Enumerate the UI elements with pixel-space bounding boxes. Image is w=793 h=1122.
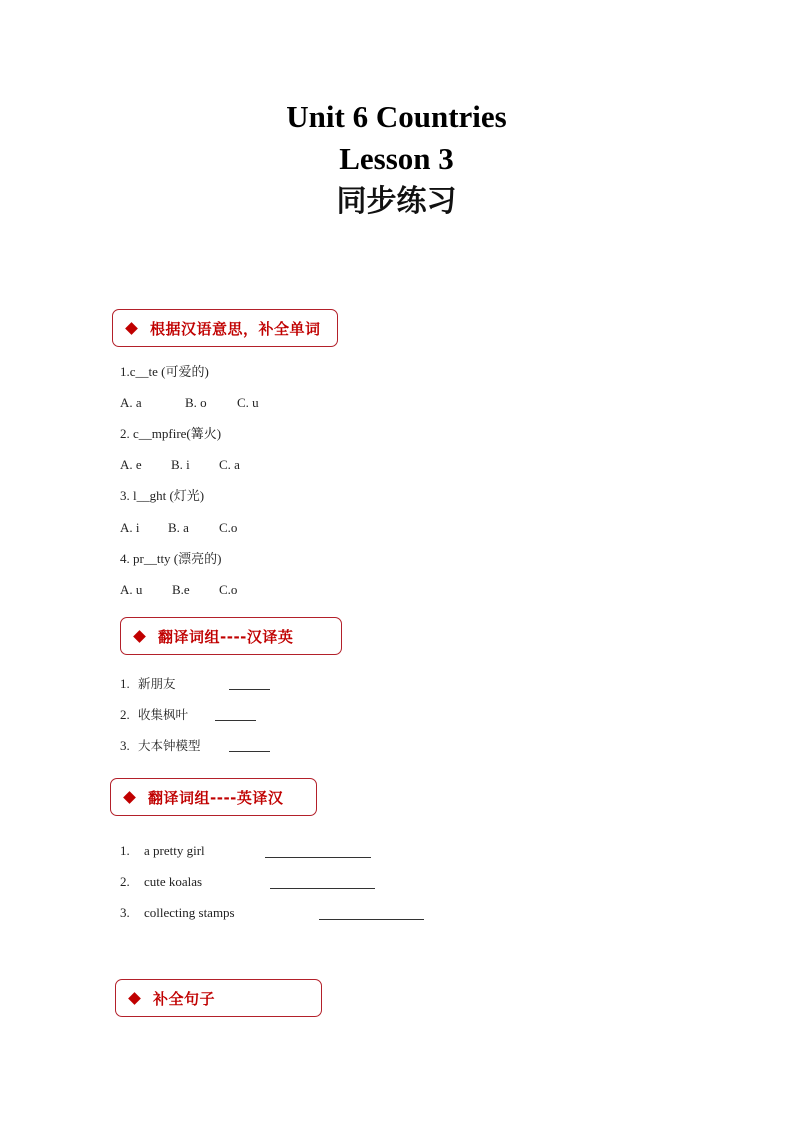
section-banner-en-to-cn [110,778,317,816]
answer-blank[interactable] [229,751,270,752]
option-b: B. o [185,395,207,410]
phrase-text: 大本钟模型 [138,738,201,753]
option-c: C. u [237,395,259,410]
answer-blank[interactable] [270,888,375,889]
section-banner-complete-sentences [115,979,322,1017]
section-heading: 根据汉语意思，补全单词 [150,319,321,338]
section-heading: 翻译词组----英译汉 [148,788,284,807]
phrase-text: 收集枫叶 [138,707,189,722]
option-a: A. u [120,582,143,597]
diamond-bullet-icon [128,992,141,1005]
option-b: B. a [168,520,189,535]
section-banner-fill-word [112,309,338,347]
option-c: C. a [219,457,240,472]
phrase-number: 2. [120,707,130,722]
phrase-text: cute koalas [144,874,203,889]
phrase-text: a pretty girl [144,843,205,858]
exercise-title: 同步练习 [336,184,457,219]
question-stem: 4. pr__tty (漂亮的) [120,551,222,566]
diamond-bullet-icon [133,630,146,643]
section-heading: 补全句子 [153,989,216,1008]
question-stem: 1.c__te (可爱的) [120,364,209,379]
question-stem: 2. c__mpfire(篝火) [120,426,222,441]
option-a: A. e [120,457,142,472]
lesson-title: Lesson 3 [339,141,454,176]
answer-blank[interactable] [265,857,371,858]
question-stem: 3. l__ght (灯光) [120,488,205,503]
option-b: B.e [172,582,190,597]
option-c: C.o [219,520,238,535]
option-b: B. i [171,457,190,472]
phrase-number: 1. [120,676,130,691]
option-a: A. i [120,520,140,535]
answer-blank[interactable] [215,720,256,721]
phrase-number: 3. [120,738,130,753]
phrase-number: 1. [120,843,130,858]
section-banner-cn-to-en [120,617,342,655]
phrase-text: collecting stamps [144,905,235,920]
unit-title: Unit 6 Countries [286,99,507,134]
option-a: A. a [120,395,142,410]
diamond-bullet-icon [123,791,136,804]
answer-blank[interactable] [229,689,270,690]
title-block [0,96,793,224]
diamond-bullet-icon [125,322,138,335]
phrase-number: 2. [120,874,130,889]
option-c: C.o [219,582,238,597]
phrase-number: 3. [120,905,130,920]
section-heading: 翻译词组----汉译英 [158,627,294,646]
answer-blank[interactable] [319,919,424,920]
phrase-text: 新朋友 [138,676,176,691]
